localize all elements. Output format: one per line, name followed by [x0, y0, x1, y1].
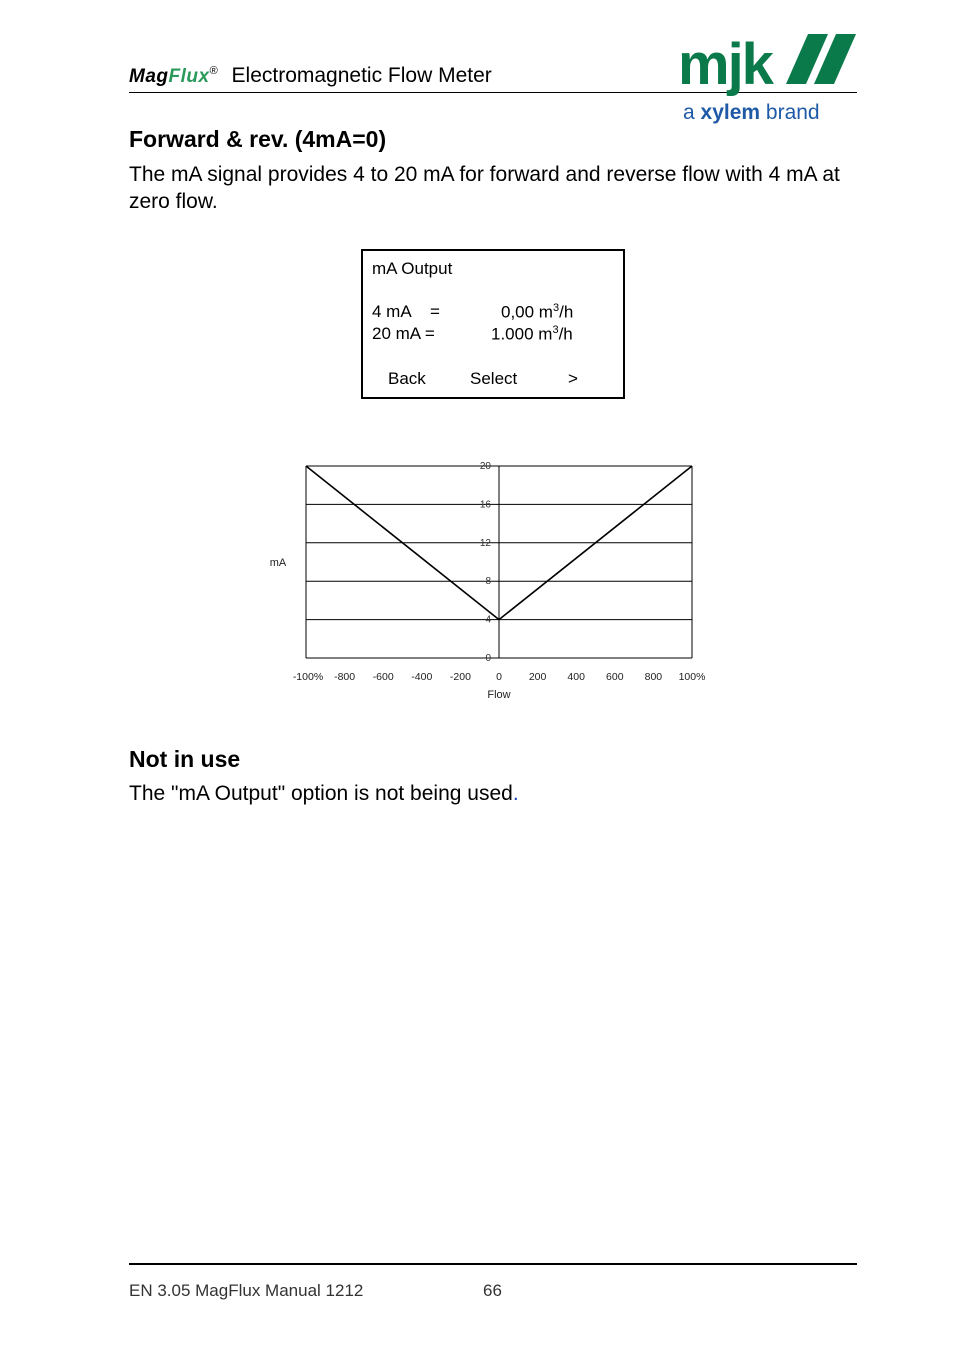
- x-tick-label--400: -400: [411, 671, 433, 683]
- footer-divider: [129, 1263, 857, 1265]
- x-tick-label--600: -600: [372, 671, 394, 683]
- lcd-back-button[interactable]: Back: [388, 369, 426, 388]
- x-tick-label--200: -200: [449, 671, 471, 683]
- brand-flux: Flux: [168, 66, 210, 87]
- tagline-xylem: xylem: [700, 101, 761, 124]
- ma-flow-chart: [260, 455, 730, 715]
- header-title: Electromagnetic Flow Meter: [231, 64, 492, 87]
- chart-frame: [306, 466, 692, 658]
- lcd-row2-value: 1.000 $m^3/h$: [491, 324, 573, 344]
- footer-page-number: 66: [483, 1281, 502, 1300]
- lcd-display: [361, 249, 625, 399]
- tagline-a: a: [683, 101, 701, 124]
- lcd-row1-equals: =: [430, 302, 440, 321]
- lcd-row1-value: 0,00 $m^3/h$: [501, 302, 574, 322]
- x-tick-label-0: 0: [496, 671, 502, 683]
- brand-mag: Mag: [129, 66, 169, 87]
- x-tick-label-200: 200: [528, 671, 547, 683]
- y-tick-label-4: 4: [485, 614, 491, 626]
- section-title-not-in-use: Not in use: [129, 746, 241, 772]
- lcd-select-button[interactable]: Select: [470, 369, 518, 388]
- lcd-title: mA Output: [372, 259, 453, 278]
- chart-y-ticks: [480, 461, 492, 664]
- y-tick-label-20: 20: [479, 461, 491, 472]
- x-tick-label-800: 800: [644, 671, 663, 683]
- document-header-title: [129, 64, 492, 88]
- logo-tagline: [683, 101, 820, 125]
- x-tick-label--800: -800: [334, 671, 356, 683]
- chart-x-axis-label: Flow: [487, 689, 511, 701]
- chart-x-ticks: [293, 671, 706, 683]
- chart-y-axis-label: mA: [269, 557, 287, 569]
- y-tick-label-16: 16: [479, 499, 491, 511]
- y-tick-label-8: 8: [485, 576, 491, 588]
- x-tick-label-100%: 100%: [678, 671, 706, 683]
- footer-document-id: EN 3.05 MagFlux Manual 1212: [129, 1281, 364, 1300]
- tagline-brand: brand: [760, 101, 820, 124]
- x-tick-label--100%: -100%: [292, 671, 324, 683]
- x-tick-label-400: 400: [567, 671, 585, 683]
- section-text-forward-reverse: The mA signal provides 4 to 20 mA for forward and reverse flow with 4 mA at zero flow.: [129, 163, 840, 213]
- lcd-row2-label: 20 mA =: [372, 324, 435, 343]
- brand-registered-mark: ®: [209, 65, 218, 77]
- section-title-forward-reverse: Forward & rev. (4mA=0): [129, 126, 387, 152]
- lcd-next-button[interactable]: >: [568, 369, 578, 388]
- y-tick-label-0: 0: [485, 653, 491, 664]
- y-tick-label-12: 12: [479, 537, 491, 549]
- x-tick-label-600: 600: [606, 671, 624, 683]
- section-text-not-in-use: The "mA Output" option is not being used.: [129, 782, 519, 805]
- logo-text: mjk: [678, 32, 772, 97]
- lcd-row1-label: 4 mA: [372, 302, 412, 321]
